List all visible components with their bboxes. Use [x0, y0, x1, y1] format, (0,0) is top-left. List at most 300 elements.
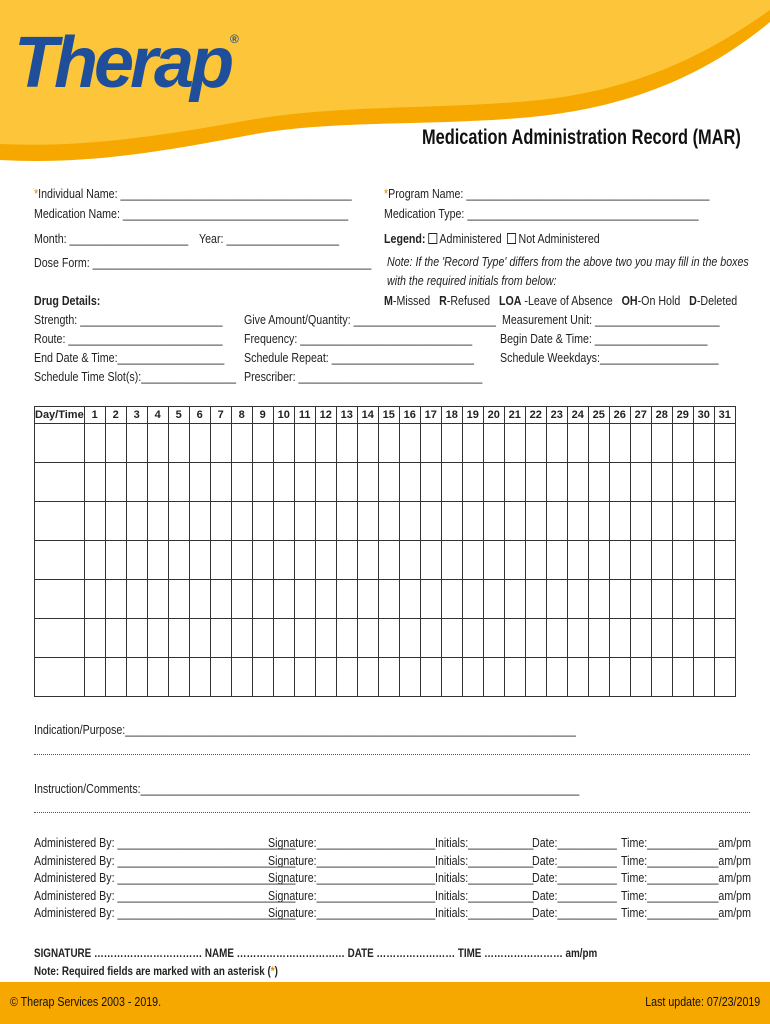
grid-entry-cell[interactable]: [651, 541, 672, 580]
administered-date-field[interactable]: Date:__________: [532, 852, 617, 868]
grid-entry-cell[interactable]: [588, 463, 609, 502]
route-field[interactable]: Route: __________________________: [34, 331, 223, 346]
prescriber-field[interactable]: Prescriber: _______________________________: [244, 369, 483, 384]
grid-entry-cell[interactable]: [399, 424, 420, 463]
administered-by-field[interactable]: Administered By: ______________________________: [34, 870, 296, 885]
grid-entry-cell[interactable]: [693, 463, 714, 502]
grid-entry-cell[interactable]: [315, 541, 336, 580]
grid-entry-cell[interactable]: [693, 658, 714, 697]
grid-entry-cell[interactable]: [588, 619, 609, 658]
grid-entry-cell[interactable]: [483, 463, 504, 502]
grid-day-header: 24: [567, 407, 588, 424]
grid-entry-cell[interactable]: [525, 502, 546, 541]
grid-entry-cell[interactable]: [189, 658, 210, 697]
grid-entry-cell[interactable]: [462, 619, 483, 658]
program-name-field[interactable]: [384, 186, 709, 201]
grid-entry-cell[interactable]: [294, 502, 315, 541]
strength-field[interactable]: Strength: ________________________: [34, 312, 223, 327]
grid-time-cell[interactable]: [35, 541, 85, 580]
grid-entry-cell[interactable]: [336, 580, 357, 619]
grid-day-header: 1: [84, 407, 105, 424]
grid-entry-cell[interactable]: [315, 658, 336, 697]
frequency-field[interactable]: Frequency: _____________________________: [244, 331, 473, 346]
grid-entry-cell[interactable]: [147, 580, 168, 619]
grid-entry-cell[interactable]: [231, 424, 252, 463]
grid-entry-cell[interactable]: [441, 424, 462, 463]
grid-entry-cell[interactable]: [273, 541, 294, 580]
grid-entry-cell[interactable]: [273, 424, 294, 463]
grid-entry-cell[interactable]: [126, 502, 147, 541]
required-note-close: ): [274, 964, 278, 978]
grid-time-cell[interactable]: [35, 619, 85, 658]
grid-entry-cell[interactable]: [630, 658, 651, 697]
grid-entry-cell[interactable]: [147, 619, 168, 658]
code-d: D: [689, 293, 697, 308]
grid-entry-cell[interactable]: [714, 541, 735, 580]
give-amount-field[interactable]: Give Amount/Quantity: ________________________: [244, 312, 496, 327]
administered-signature-field[interactable]: Signature:____________________: [268, 887, 436, 903]
grid-entry-cell[interactable]: [147, 502, 168, 541]
month-field[interactable]: Month: ____________________: [34, 231, 189, 246]
grid-entry-cell[interactable]: [672, 658, 693, 697]
grid-entry-cell[interactable]: [294, 424, 315, 463]
grid-entry-cell[interactable]: [462, 502, 483, 541]
grid-entry-cell[interactable]: [126, 619, 147, 658]
grid-entry-cell[interactable]: [273, 502, 294, 541]
grid-entry-cell[interactable]: [483, 424, 504, 463]
grid-entry-cell[interactable]: [315, 580, 336, 619]
grid-entry-cell[interactable]: [567, 502, 588, 541]
grid-entry-cell[interactable]: [399, 619, 420, 658]
grid-day-header: 31: [714, 407, 735, 424]
grid-entry-cell[interactable]: [714, 463, 735, 502]
grid-entry-cell[interactable]: [189, 424, 210, 463]
grid-entry-cell[interactable]: [546, 463, 567, 502]
grid-entry-cell[interactable]: [105, 619, 126, 658]
grid-entry-cell[interactable]: [651, 463, 672, 502]
grid-row: [35, 541, 736, 580]
administered-signature-field[interactable]: Signature:____________________: [268, 905, 436, 920]
grid-entry-cell[interactable]: [462, 580, 483, 619]
grid-entry-cell[interactable]: [357, 541, 378, 580]
grid-entry-cell[interactable]: [462, 463, 483, 502]
administered-by-field[interactable]: Administered By: ______________________________: [34, 887, 296, 903]
grid-entry-cell[interactable]: [231, 541, 252, 580]
grid-entry-cell[interactable]: [168, 619, 189, 658]
grid-entry-cell[interactable]: [168, 463, 189, 502]
grid-time-cell[interactable]: [35, 502, 85, 541]
grid-entry-cell[interactable]: [105, 424, 126, 463]
grid-entry-cell[interactable]: [189, 619, 210, 658]
grid-entry-cell[interactable]: [588, 580, 609, 619]
dose-form-field[interactable]: Dose Form: _______________________________________________: [34, 255, 372, 270]
grid-entry-cell[interactable]: [210, 580, 231, 619]
grid-row: [35, 580, 736, 619]
grid-day-header: 17: [420, 407, 441, 424]
grid-entry-cell[interactable]: [567, 619, 588, 658]
grid-entry-cell[interactable]: [483, 502, 504, 541]
grid-entry-cell[interactable]: [147, 463, 168, 502]
grid-entry-cell[interactable]: [126, 580, 147, 619]
administered-time-field[interactable]: Time:____________am/pm: [621, 852, 751, 868]
grid-entry-cell[interactable]: [336, 541, 357, 580]
grid-entry-cell[interactable]: [609, 541, 630, 580]
administered-by-field[interactable]: Administered By: ______________________________: [34, 905, 296, 920]
grid-entry-cell[interactable]: [252, 424, 273, 463]
grid-entry-cell[interactable]: [441, 658, 462, 697]
mar-grid: [34, 406, 736, 697]
grid-entry-cell[interactable]: [630, 541, 651, 580]
grid-entry-cell[interactable]: [504, 619, 525, 658]
grid-entry-cell[interactable]: [105, 580, 126, 619]
grid-entry-cell[interactable]: [294, 541, 315, 580]
administered-time-field[interactable]: Time:____________am/pm: [621, 835, 751, 850]
grid-entry-cell[interactable]: [420, 541, 441, 580]
grid-entry-cell[interactable]: [252, 463, 273, 502]
required-note-text: Note: Required fields are marked with an asterisk (: [34, 964, 271, 978]
code-r-text: -Refused: [446, 293, 491, 308]
grid-entry-cell[interactable]: [651, 619, 672, 658]
individual-name-field[interactable]: [34, 186, 352, 201]
grid-entry-cell[interactable]: [672, 541, 693, 580]
grid-entry-cell[interactable]: [252, 502, 273, 541]
grid-entry-cell[interactable]: [462, 658, 483, 697]
grid-entry-cell[interactable]: [231, 619, 252, 658]
grid-entry-cell[interactable]: [609, 619, 630, 658]
legend-administered: Administered: [439, 231, 502, 246]
grid-entry-cell[interactable]: [441, 541, 462, 580]
grid-entry-cell[interactable]: [336, 658, 357, 697]
grid-entry-cell[interactable]: [126, 424, 147, 463]
grid-entry-cell[interactable]: [483, 541, 504, 580]
footer: [0, 982, 770, 1024]
grid-entry-cell[interactable]: [693, 541, 714, 580]
grid-entry-cell[interactable]: [126, 541, 147, 580]
grid-entry-cell[interactable]: [714, 619, 735, 658]
grid-entry-cell[interactable]: [567, 580, 588, 619]
grid-entry-cell[interactable]: [252, 658, 273, 697]
grid-entry-cell[interactable]: [546, 619, 567, 658]
grid-entry-cell[interactable]: [420, 619, 441, 658]
grid-entry-cell[interactable]: [609, 424, 630, 463]
indication-field[interactable]: Indication/Purpose:____________________________________________________________________________: [34, 722, 576, 737]
grid-entry-cell[interactable]: [231, 658, 252, 697]
grid-entry-cell[interactable]: [105, 463, 126, 502]
grid-entry-cell[interactable]: [420, 580, 441, 619]
grid-entry-cell[interactable]: [294, 463, 315, 502]
grid-entry-cell[interactable]: [399, 580, 420, 619]
grid-entry-cell[interactable]: [231, 463, 252, 502]
grid-entry-cell[interactable]: [252, 580, 273, 619]
grid-entry-cell[interactable]: [483, 580, 504, 619]
grid-entry-cell[interactable]: [399, 463, 420, 502]
grid-entry-cell[interactable]: [399, 502, 420, 541]
grid-entry-cell[interactable]: [588, 658, 609, 697]
grid-entry-cell[interactable]: [420, 658, 441, 697]
grid-entry-cell[interactable]: [378, 541, 399, 580]
administered-initials-field[interactable]: Initials:___________: [435, 905, 534, 920]
grid-entry-cell[interactable]: [168, 424, 189, 463]
grid-day-header: 12: [315, 407, 336, 424]
grid-entry-cell[interactable]: [126, 463, 147, 502]
grid-time-cell[interactable]: [35, 658, 85, 697]
grid-entry-cell[interactable]: [210, 424, 231, 463]
administered-by-field[interactable]: Administered By: ______________________________: [34, 852, 296, 868]
grid-entry-cell[interactable]: [630, 424, 651, 463]
code-loa: LOA: [498, 293, 522, 308]
grid-entry-cell[interactable]: [189, 502, 210, 541]
grid-entry-cell[interactable]: [147, 541, 168, 580]
grid-entry-cell[interactable]: [588, 502, 609, 541]
grid-entry-cell[interactable]: [399, 541, 420, 580]
measurement-unit-field[interactable]: Measurement Unit: _____________________: [502, 312, 720, 327]
grid-entry-cell[interactable]: [630, 463, 651, 502]
grid-entry-cell[interactable]: [357, 502, 378, 541]
grid-entry-cell[interactable]: [420, 424, 441, 463]
grid-entry-cell[interactable]: [609, 463, 630, 502]
grid-entry-cell[interactable]: [714, 580, 735, 619]
grid-entry-cell[interactable]: [546, 580, 567, 619]
end-date-field[interactable]: End Date & Time:__________________: [34, 350, 225, 365]
grid-entry-cell[interactable]: [84, 541, 105, 580]
grid-entry-cell[interactable]: [147, 424, 168, 463]
administered-initials-field[interactable]: Initials:___________: [435, 887, 534, 903]
administered-signature-field[interactable]: Signature:____________________: [268, 835, 436, 850]
grid-entry-cell[interactable]: [651, 502, 672, 541]
grid-entry-cell[interactable]: [189, 541, 210, 580]
drug-details-heading: Drug Details:: [34, 293, 101, 308]
grid-entry-cell[interactable]: [315, 619, 336, 658]
legend: Legend: Administered Not Administered: [384, 231, 600, 246]
grid-entry-cell[interactable]: [210, 658, 231, 697]
grid-entry-cell[interactable]: [210, 541, 231, 580]
grid-entry-cell[interactable]: [294, 619, 315, 658]
grid-entry-cell[interactable]: [315, 502, 336, 541]
grid-entry-cell[interactable]: [504, 424, 525, 463]
grid-entry-cell[interactable]: [210, 502, 231, 541]
grid-entry-cell[interactable]: [651, 580, 672, 619]
medication-name-field[interactable]: Medication Name: ______________________________________: [34, 206, 349, 221]
grid-entry-cell[interactable]: [462, 541, 483, 580]
administered-by-field[interactable]: Administered By: ______________________________: [34, 835, 296, 850]
grid-entry-cell[interactable]: [693, 502, 714, 541]
grid-entry-cell[interactable]: [546, 502, 567, 541]
grid-entry-cell[interactable]: [273, 619, 294, 658]
instruction-field[interactable]: Instruction/Comments:__________________________________________________________________________: [34, 781, 580, 796]
grid-entry-cell[interactable]: [378, 619, 399, 658]
grid-entry-cell[interactable]: [714, 424, 735, 463]
grid-entry-cell[interactable]: [168, 541, 189, 580]
administered-signature-field[interactable]: Signature:____________________: [268, 852, 436, 868]
grid-day-header: 10: [273, 407, 294, 424]
grid-entry-cell[interactable]: [504, 541, 525, 580]
schedule-time-slots-field[interactable]: Schedule Time Slot(s):________________: [34, 369, 237, 384]
grid-day-header: 30: [693, 407, 714, 424]
medication-type-field[interactable]: Medication Type: _______________________________________: [384, 206, 699, 221]
grid-entry-cell[interactable]: [693, 580, 714, 619]
grid-entry-cell[interactable]: [189, 580, 210, 619]
grid-entry-cell[interactable]: [567, 424, 588, 463]
schedule-repeat-field[interactable]: Schedule Repeat: ________________________: [244, 350, 474, 365]
grid-entry-cell[interactable]: [210, 463, 231, 502]
grid-entry-cell[interactable]: [693, 619, 714, 658]
administered-signature-field[interactable]: Signature:____________________: [268, 870, 436, 885]
grid-entry-cell[interactable]: [84, 658, 105, 697]
grid-entry-cell[interactable]: [168, 658, 189, 697]
grid-entry-cell[interactable]: [546, 658, 567, 697]
grid-entry-cell[interactable]: [504, 580, 525, 619]
grid-entry-cell[interactable]: [567, 658, 588, 697]
grid-entry-cell[interactable]: [546, 541, 567, 580]
year-field[interactable]: Year: ___________________: [199, 231, 340, 246]
grid-entry-cell[interactable]: [378, 502, 399, 541]
grid-entry-cell[interactable]: [693, 424, 714, 463]
grid-entry-cell[interactable]: [252, 619, 273, 658]
last-update: Last update: 07/23/2019: [645, 994, 760, 1009]
grid-entry-cell[interactable]: [357, 580, 378, 619]
grid-entry-cell[interactable]: [378, 658, 399, 697]
grid-time-cell[interactable]: [35, 463, 85, 502]
grid-entry-cell[interactable]: [567, 541, 588, 580]
administered-time-field[interactable]: Time:____________am/pm: [621, 887, 751, 903]
schedule-weekdays-field[interactable]: Schedule Weekdays:____________________: [500, 350, 719, 365]
instruction-dotted-line: [34, 812, 750, 813]
grid-time-cell[interactable]: [35, 424, 85, 463]
grid-entry-cell[interactable]: [567, 463, 588, 502]
grid-entry-cell[interactable]: [525, 580, 546, 619]
grid-entry-cell[interactable]: [672, 619, 693, 658]
administered-date-field[interactable]: Date:__________: [532, 835, 617, 850]
grid-time-cell[interactable]: [35, 580, 85, 619]
grid-entry-cell[interactable]: [525, 463, 546, 502]
administered-date-field[interactable]: Date:__________: [532, 905, 617, 920]
grid-entry-cell[interactable]: [231, 580, 252, 619]
grid-entry-cell[interactable]: [630, 502, 651, 541]
code-m-text: -Missed: [392, 293, 431, 308]
grid-entry-cell[interactable]: [483, 619, 504, 658]
grid-entry-cell[interactable]: [231, 502, 252, 541]
administered-initials-field[interactable]: Initials:___________: [435, 835, 534, 850]
grid-entry-cell[interactable]: [378, 580, 399, 619]
grid-entry-cell[interactable]: [504, 658, 525, 697]
grid-entry-cell[interactable]: [168, 502, 189, 541]
legend-not-administered: Not Administered: [518, 231, 600, 246]
grid-entry-cell[interactable]: [315, 463, 336, 502]
grid-entry-cell[interactable]: [336, 502, 357, 541]
grid-entry-cell[interactable]: [630, 619, 651, 658]
grid-entry-cell[interactable]: [357, 619, 378, 658]
grid-entry-cell[interactable]: [420, 502, 441, 541]
administered-initials-field[interactable]: Initials:___________: [435, 852, 534, 868]
grid-entry-cell[interactable]: [462, 424, 483, 463]
grid-entry-cell[interactable]: [525, 619, 546, 658]
grid-entry-cell[interactable]: [378, 463, 399, 502]
grid-entry-cell[interactable]: [609, 658, 630, 697]
administered-date-field[interactable]: Date:__________: [532, 887, 617, 903]
grid-entry-cell[interactable]: [105, 502, 126, 541]
grid-entry-cell[interactable]: [672, 424, 693, 463]
grid-entry-cell[interactable]: [84, 502, 105, 541]
grid-entry-cell[interactable]: [357, 463, 378, 502]
grid-entry-cell[interactable]: [273, 463, 294, 502]
grid-entry-cell[interactable]: [672, 463, 693, 502]
grid-entry-cell[interactable]: [273, 658, 294, 697]
administered-initials-field[interactable]: Initials:___________: [435, 870, 534, 885]
grid-row: [35, 619, 736, 658]
grid-entry-cell[interactable]: [504, 502, 525, 541]
grid-entry-cell[interactable]: [210, 619, 231, 658]
grid-entry-cell[interactable]: [525, 424, 546, 463]
grid-entry-cell[interactable]: [441, 580, 462, 619]
required-note: [34, 964, 278, 978]
grid-entry-cell[interactable]: [441, 502, 462, 541]
grid-entry-cell[interactable]: [357, 424, 378, 463]
administered-time-field[interactable]: Time:____________am/pm: [621, 870, 751, 885]
grid-entry-cell[interactable]: [84, 619, 105, 658]
grid-day-header: 7: [210, 407, 231, 424]
grid-entry-cell[interactable]: [714, 502, 735, 541]
grid-entry-cell[interactable]: [525, 658, 546, 697]
administered-time-field[interactable]: Time:____________am/pm: [621, 905, 751, 920]
grid-entry-cell[interactable]: [84, 424, 105, 463]
grid-entry-cell[interactable]: [294, 580, 315, 619]
grid-entry-cell[interactable]: [588, 541, 609, 580]
grid-entry-cell[interactable]: [420, 463, 441, 502]
grid-entry-cell[interactable]: [357, 658, 378, 697]
grid-entry-cell[interactable]: [651, 658, 672, 697]
grid-entry-cell[interactable]: [273, 580, 294, 619]
grid-entry-cell[interactable]: [84, 463, 105, 502]
grid-entry-cell[interactable]: [714, 658, 735, 697]
grid-entry-cell[interactable]: [672, 502, 693, 541]
grid-entry-cell[interactable]: [147, 658, 168, 697]
grid-entry-cell[interactable]: [168, 580, 189, 619]
grid-day-header: 11: [294, 407, 315, 424]
grid-entry-cell[interactable]: [105, 541, 126, 580]
grid-entry-cell[interactable]: [126, 658, 147, 697]
begin-date-field[interactable]: Begin Date & Time: ___________________: [500, 331, 708, 346]
grid-entry-cell[interactable]: [189, 463, 210, 502]
administered-checkbox-icon: [428, 233, 437, 244]
grid-entry-cell[interactable]: [609, 502, 630, 541]
grid-entry-cell[interactable]: [252, 541, 273, 580]
grid-entry-cell[interactable]: [399, 658, 420, 697]
grid-entry-cell[interactable]: [294, 658, 315, 697]
grid-entry-cell[interactable]: [504, 463, 525, 502]
grid-entry-cell[interactable]: [441, 619, 462, 658]
grid-entry-cell[interactable]: [336, 424, 357, 463]
grid-entry-cell[interactable]: [84, 580, 105, 619]
grid-day-header: 3: [126, 407, 147, 424]
grid-entry-cell[interactable]: [609, 580, 630, 619]
grid-day-header: 22: [525, 407, 546, 424]
grid-entry-cell[interactable]: [651, 424, 672, 463]
grid-day-header: 27: [630, 407, 651, 424]
grid-entry-cell[interactable]: [525, 541, 546, 580]
grid-entry-cell[interactable]: [441, 463, 462, 502]
grid-entry-cell[interactable]: [630, 580, 651, 619]
grid-entry-cell[interactable]: [336, 619, 357, 658]
grid-entry-cell[interactable]: [546, 424, 567, 463]
grid-entry-cell[interactable]: [336, 463, 357, 502]
administered-date-field[interactable]: Date:__________: [532, 870, 617, 885]
grid-entry-cell[interactable]: [672, 580, 693, 619]
grid-entry-cell[interactable]: [105, 658, 126, 697]
grid-entry-cell[interactable]: [315, 424, 336, 463]
grid-entry-cell[interactable]: [483, 658, 504, 697]
grid-entry-cell[interactable]: [378, 424, 399, 463]
grid-entry-cell[interactable]: [588, 424, 609, 463]
